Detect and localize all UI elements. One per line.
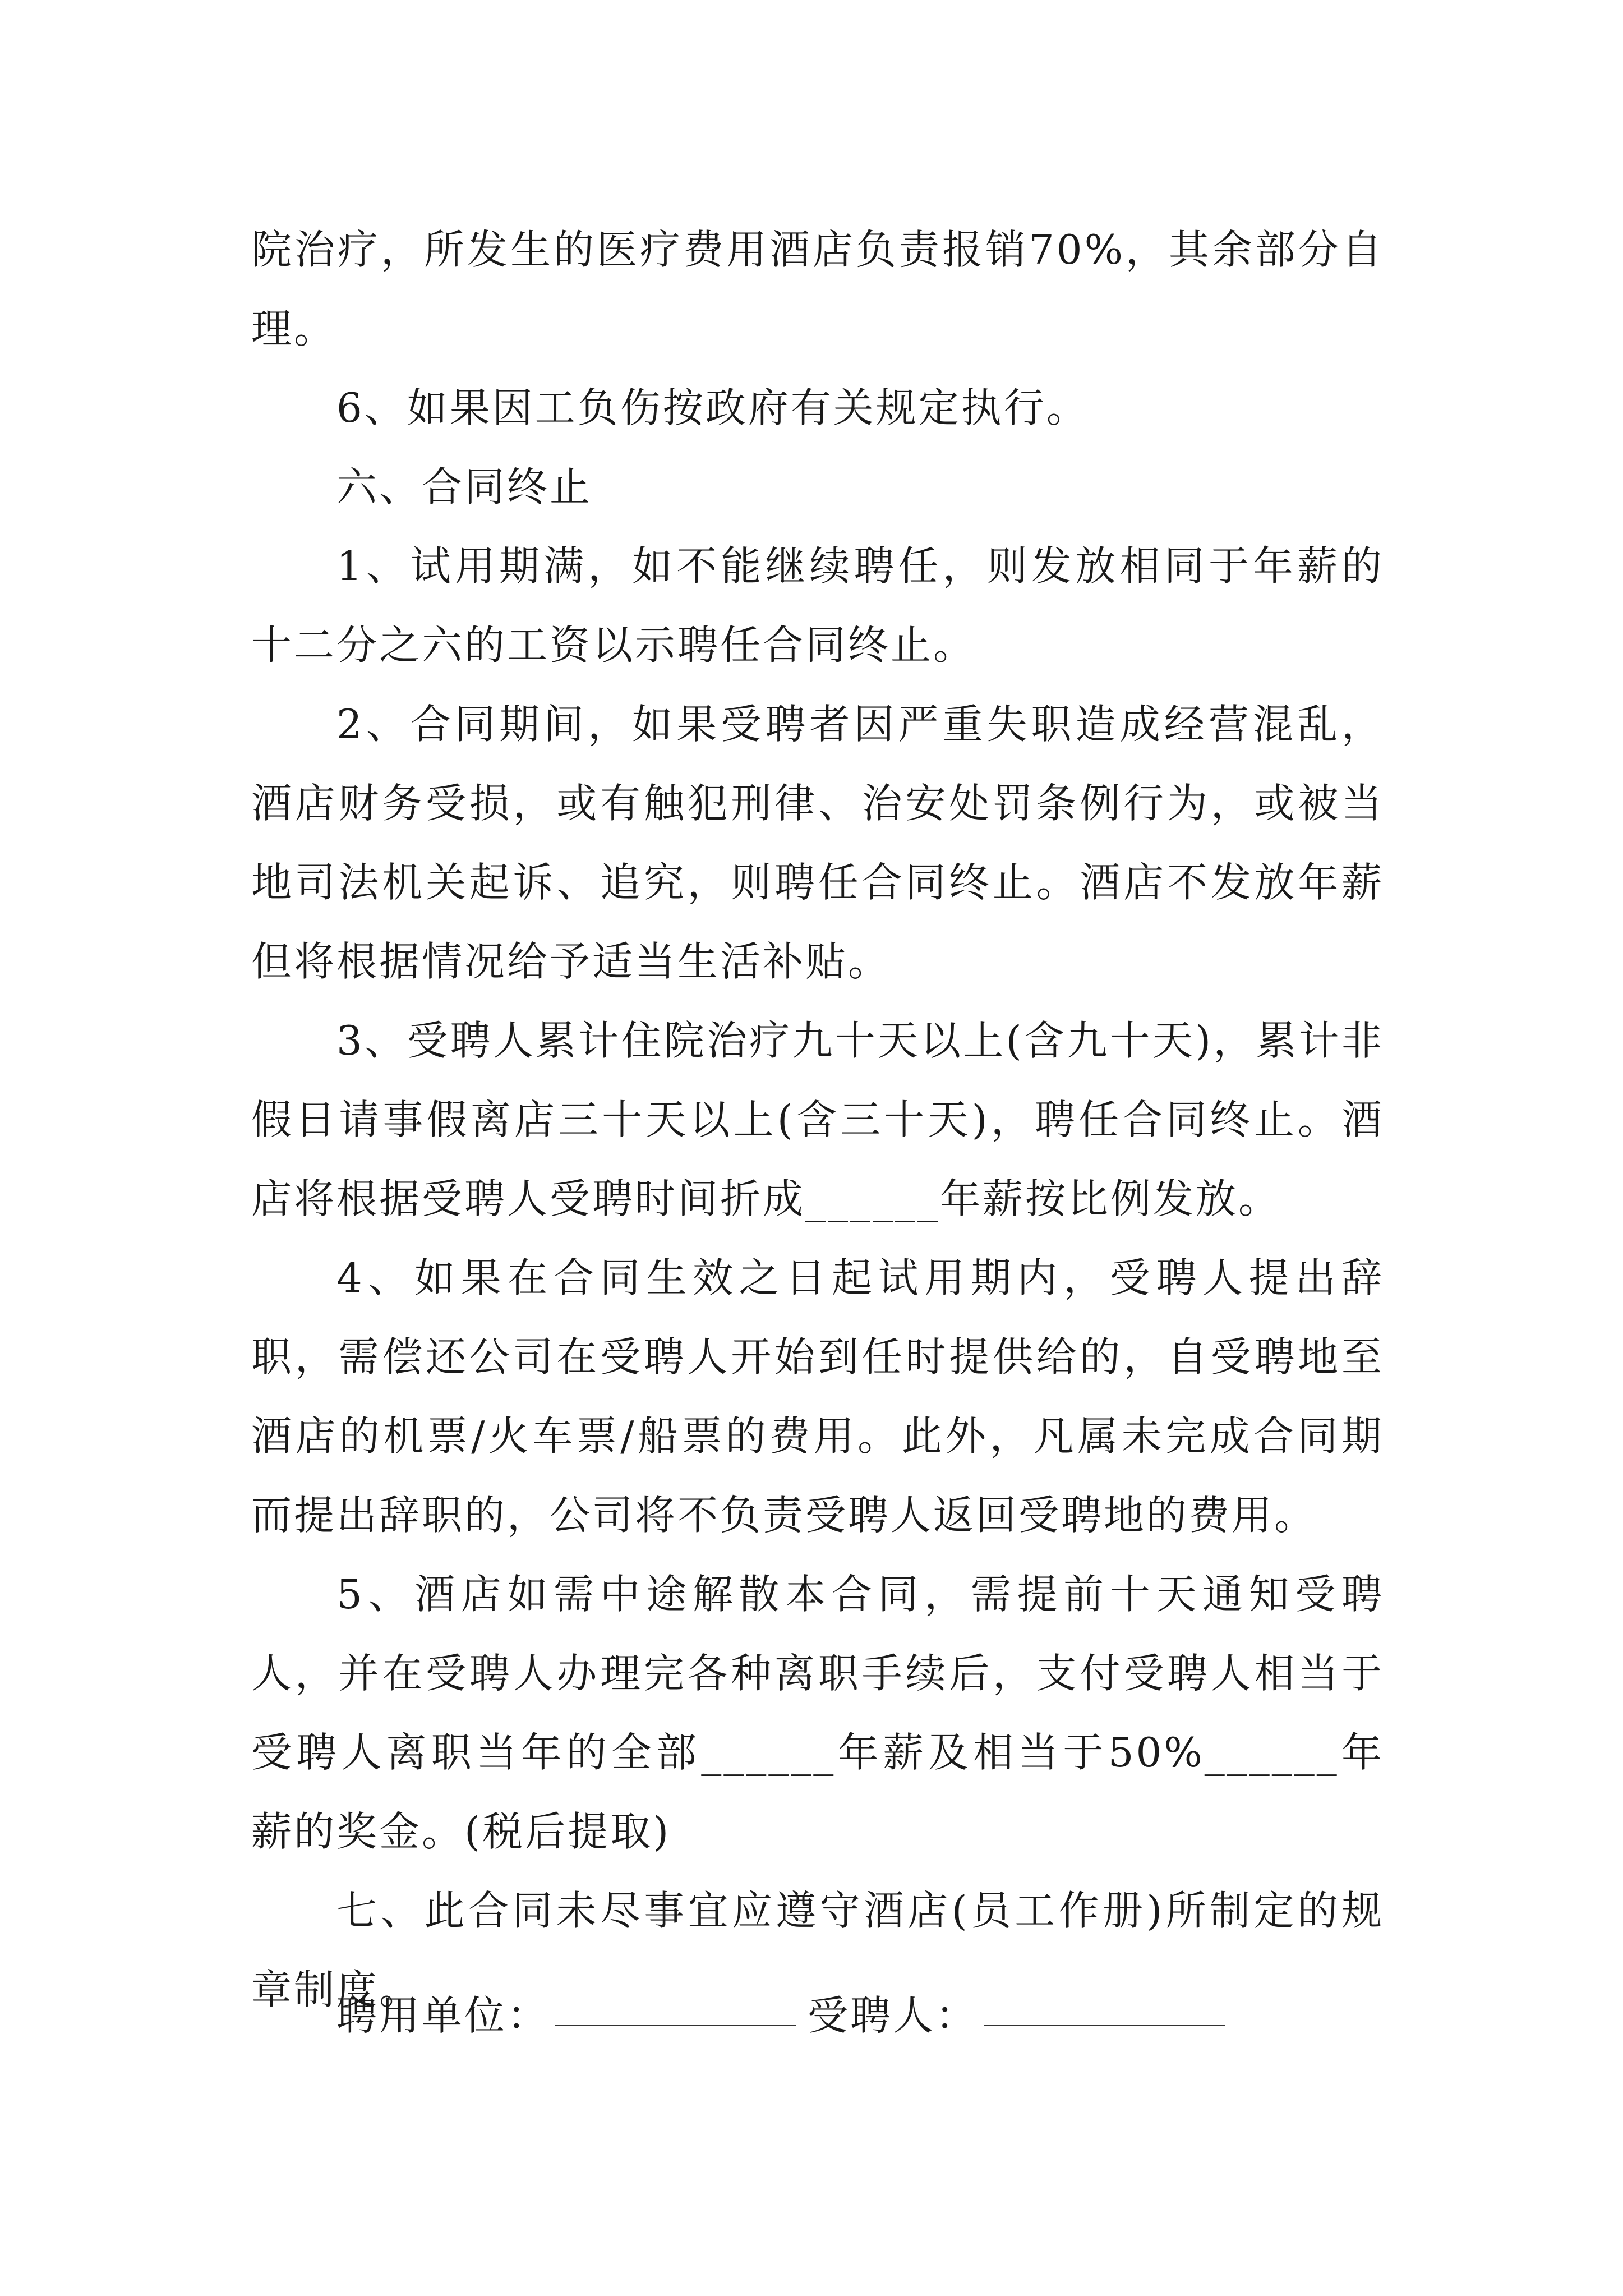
employee-label: 受聘人：: [808, 1992, 979, 2039]
paragraph-termination-clause-1: 1、试用期满，如不能继续聘任，则发放相同于年薪的十二分之六的工资以示聘任合同终止。: [251, 542, 1384, 669]
section-heading-contract-termination: 六、合同终止: [336, 463, 593, 510]
paragraph-termination-clause-5: 5、酒店如需中途解散本合同，需提前十天通知受聘人，并在受聘人办理完各种离职手续后，支付受聘人相当于受聘人离职当年的全部______年薪及相当于50%______年薪的奖金。(税后提取): [251, 1571, 1384, 1855]
paragraph-work-injury: 6、如果因工负伤按政府有关规定执行。: [336, 384, 1089, 431]
paragraph-termination-clause-2: 2、合同期间，如果受聘者因严重失职造成经营混乱，酒店财务受损，或有触犯刑律、治安处罚条例行为，或被当地司法机关起诉、追究，则聘任合同终止。酒店不发放年薪但将根据情况给予适当生活补贴。: [251, 701, 1384, 985]
employer-label: 聘用单位：: [336, 1992, 550, 2039]
employer-signature-blank: [555, 2025, 796, 2026]
document-body: [251, 210, 1384, 2030]
signature-line: [336, 1976, 1236, 2055]
paragraph-termination-clause-4: 4、如果在合同生效之日起试用期内，受聘人提出辞职，需偿还公司在受聘人开始到任时提供给的，自受聘地至酒店的机票/火车票/船票的费用。此外，凡属未完成合同期而提出辞职的，公司将不负责受聘人返回受聘地的费用。: [251, 1254, 1384, 1539]
employee-signature-blank: [984, 2025, 1225, 2026]
paragraph-termination-clause-3: 3、受聘人累计住院治疗九十天以上(含九十天)，累计非假日请事假离店三十天以上(含三十天)，聘任合同终止。酒店将根据受聘人受聘时间折成______年薪按比例发放。: [251, 1017, 1384, 1222]
paragraph-medical-continued: 院治疗，所发生的医疗费用酒店负责报销70%，其余部分自理。: [251, 226, 1384, 352]
paragraph-section-seven: 七、此合同未尽事宜应遵守酒店(员工作册)所制定的规章制度。: [251, 1887, 1384, 2013]
